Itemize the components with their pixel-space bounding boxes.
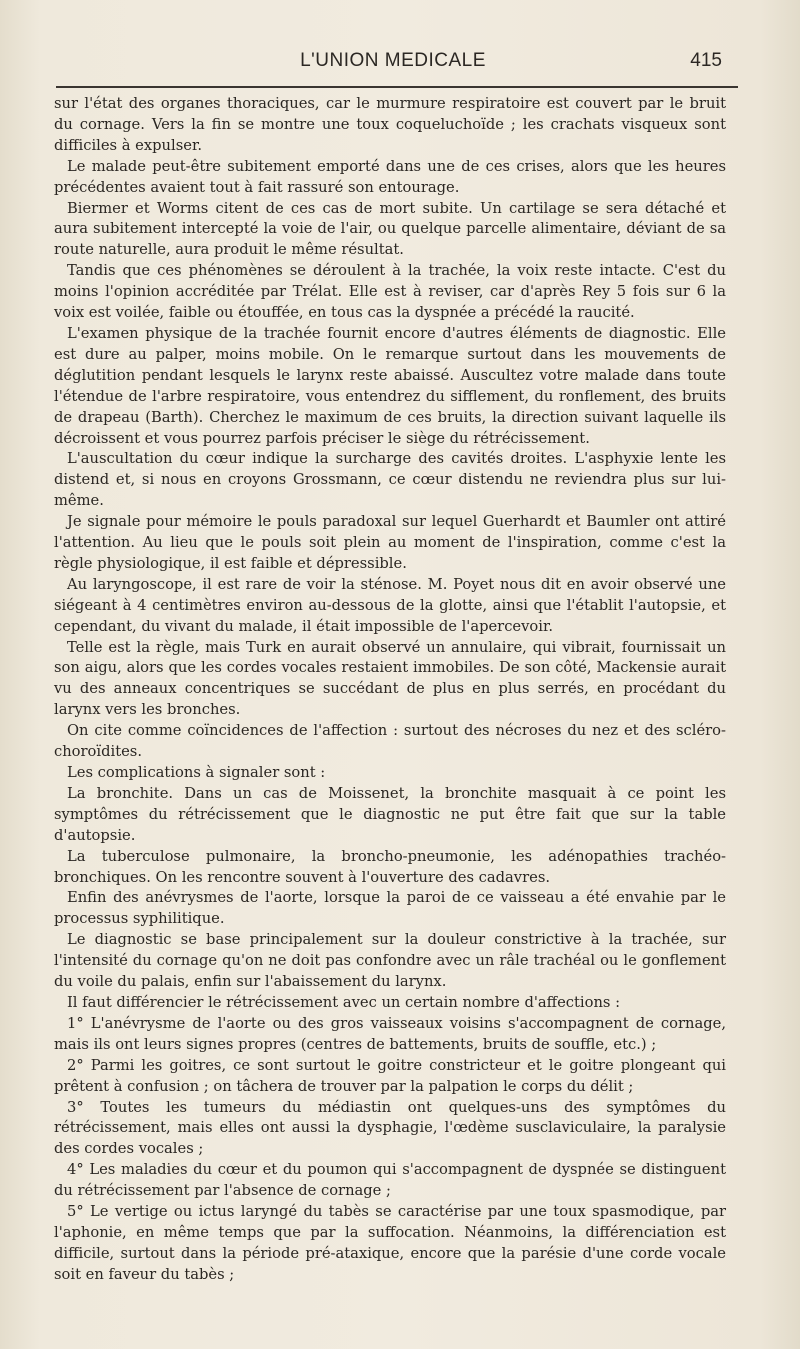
- page-header: [56, 48, 730, 78]
- paragraph: On cite comme coïncidences de l'affection : surtout des nécroses du nez et des scléro-choroïdites.: [54, 722, 726, 761]
- list-item: 2° Parmi les goitres, ce sont surtout le goitre constricteur et le goitre plongeant qui prêtent à confusion ; on tâchera de trouver par la palpation le corps du délit ;: [54, 1056, 726, 1095]
- paragraph: Les complications à signaler sont :: [67, 764, 326, 781]
- paragraph: Le diagnostic se base principalement sur la douleur constrictive à la trachée, sur l'intensité du cornage qu'on ne doit pas confondre avec un râle trachéal ou le gonflement du voile du palais, enfin sur l'abaissement du larynx.: [54, 931, 726, 991]
- paragraph: Tandis que ces phénomènes se déroulent à la trachée, la voix reste intacte. C'est du moins l'opinion accréditée par Trélat. Elle est à reviser, car d'après Rey 5 fois sur 6 la voix est voilée, faible ou étouffée, en tous cas la dyspnée a précédé la raucité.: [54, 262, 726, 322]
- list-item: 1° L'anévrysme de l'aorte ou des gros vaisseaux voisins s'accompagnent de cornage, mais ils ont leurs signes propres (centres de battements, bruits de souffle, etc.) ;: [54, 1014, 726, 1053]
- paragraph: Il faut différencier le rétrécissement avec un certain nombre d'affections :: [67, 993, 621, 1011]
- list-item: 5° Le vertige ou ictus laryngé du tabès se caractérise par une toux spasmodique, par l'aphonie, en même temps que par la suffocation. Néanmoins, la différenciation est difficile, surtout dans la période pré-ataxique, encore que la parésie d'une corde vocale soit en faveur du tabès ;: [54, 1203, 726, 1283]
- paragraph: Enfin des anévrysmes de l'aorte, lorsque la paroi de ce vaisseau a été envahie par le processus syphilitique.: [54, 889, 726, 928]
- paragraph: Le malade peut-être subitement emporté dans une de ces crises, alors que les heures précédentes avaient tout à fait rassuré son entourage.: [54, 157, 726, 196]
- running-title: L'UNION MEDICALE: [300, 50, 486, 71]
- paragraph: sur l'état des organes thoraciques, car le murmure respiratoire est couvert par le bruit du cornage. Vers la fin se montre une toux coqueluchoïde ; les crachats visqueux sont difficiles à expulser.: [54, 95, 726, 154]
- header-rule: [56, 86, 738, 88]
- page-number: 415: [690, 50, 722, 71]
- paragraph: Au laryngoscope, il est rare de voir la sténose. M. Poyet nous dit en avoir observé une siégeant à 4 centimètres environ au-dessous de la glotte, ainsi que l'établit l'autopsie, et cependant, du vivant du malade, il était impossible de l'apercevoir.: [54, 575, 726, 635]
- paragraph: Biermer et Worms citent de ces cas de mort subite. Un cartilage se sera détaché et aura subitement intercepté la voie de l'air, ou quelque parcelle alimentaire, déviant de sa route naturelle, aura produit le même résultat.: [54, 199, 726, 259]
- paragraph: La tuberculose pulmonaire, la broncho-pneumonie, les adénopathies trachéo-bronchiques. On les rencontre souvent à l'ouverture des cadavres.: [54, 847, 726, 886]
- list-item: 3° Toutes les tumeurs du médiastin ont quelques-uns des symptômes du rétrécissement, mais elles ont aussi la dysphagie, l'œdème susclaviculaire, la paralysie des cordes vocales ;: [54, 1098, 726, 1158]
- paragraph: L'auscultation du cœur indique la surcharge des cavités droites. L'asphyxie lente les distend et, si nous en croyons Grossmann, ce cœur distendu ne reviendra plus sur lui-même.: [54, 450, 726, 510]
- paragraph: La bronchite. Dans un cas de Moissenet, la bronchite masquait à ce point les symptômes du rétrécissement que le diagnostic ne put être fait que sur la table d'autopsie.: [54, 784, 726, 844]
- body-text: [54, 94, 726, 1286]
- paragraph: Telle est la règle, mais Turk en aurait observé un annulaire, qui vibrait, fournissait un son aigu, alors que les cordes vocales restaient immobiles. De son côté, Mackensie aurait vu des anneaux concentriques se succédant de plus en plus serrés, en procédant du larynx vers les bronches.: [54, 638, 726, 719]
- paragraph: L'examen physique de la trachée fournit encore d'autres éléments de diagnostic. Elle est dure au palper, moins mobile. On le remarque surtout dans les mouvements de déglutition pendant lesquels le larynx reste abaissé. Auscultez votre malade dans toute l'étendue de l'arbre respiratoire, vous entendrez du sifflement, du ronflement, des bruits de drapeau (Barth). Cherchez le maximum de ces bruits, la direction suivant laquelle ils décroissent et vous pourrez parfois préciser le siège du rétrécissement.: [54, 324, 726, 447]
- paragraph: Je signale pour mémoire le pouls paradoxal sur lequel Guerhardt et Baumler ont attiré l'attention. Au lieu que le pouls soit plein au moment de l'inspiration, comme c'est la règle physiologique, il est faible et dépressible.: [54, 513, 726, 572]
- list-item: 4° Les maladies du cœur et du poumon qui s'accompagnent de dyspnée se distinguent du rétrécissement par l'absence de cornage ;: [54, 1161, 726, 1200]
